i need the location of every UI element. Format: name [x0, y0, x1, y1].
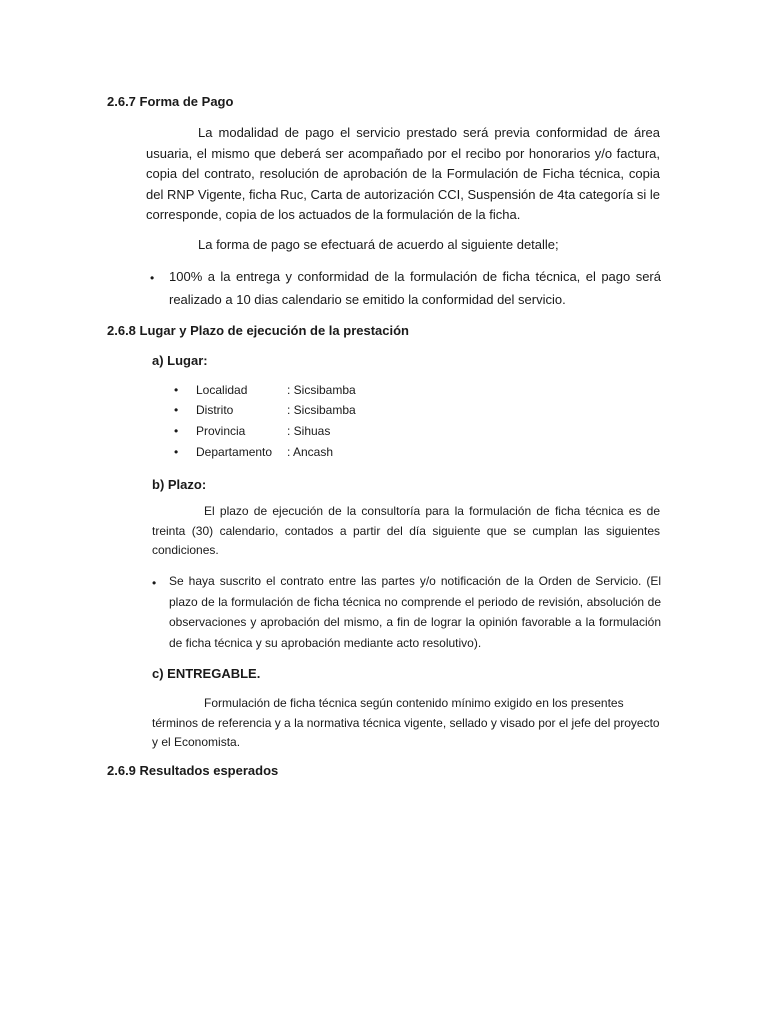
location-value-distrito: : Sicsibamba [287, 403, 356, 417]
bullet-contrato-suscrito: Se haya suscrito el contrato entre las partes y/o notificación de la Orden de Servicio. (El plazo de la formulación de ficha técnica no comprende el periodo de revisión, absolución de observaciones y aprobación del mismo, a fin de lograr la opinión favorable a la formulación de ficha técnica y su aprobación mediante acto resolutivo). [169, 574, 661, 650]
subheading-lugar: a) Lugar: [152, 353, 208, 368]
bullet-marker: • [150, 271, 155, 285]
location-label-distrito: Distrito [196, 403, 234, 417]
bullet-marker: • [174, 424, 179, 438]
location-label-provincia: Provincia [196, 424, 246, 438]
paragraph-plazo-ejecucion: El plazo de ejecución de la consultoría para la formulación de ficha técnica es de treinta (30) calendario, contados a partir del día siguiente que se cumplan las siguientes condiciones. [152, 504, 660, 557]
bullet-marker: • [152, 576, 157, 590]
paragraph-forma-pago-detalle: La forma de pago se efectuará de acuerdo al siguiente detalle; [198, 237, 559, 252]
paragraph-modalidad-pago: La modalidad de pago el servicio prestado será previa conformidad de área usuaria, el mismo que deberá ser acompañado por el recibo por honorarios y/o factura, copia del contrato, resolución de aprobación de la Formulación de Ficha técnica, copia del RNP Vigente, ficha Ruc, Carta de autorización CCI, Suspensión de 4ta categoría si le corresponde, copia de los actuados de la formulación de la ficha. [146, 125, 660, 222]
location-label-departamento: Departamento [196, 445, 273, 459]
subheading-entregable: c) ENTREGABLE. [152, 666, 261, 681]
location-value-departamento: : Ancash [287, 445, 334, 459]
paragraph-entregable: Formulación de ficha técnica según contenido mínimo exigido en los presentes términos de referencia y a la normativa técnica vigente, sellado y visado por el jefe del proyecto y el Economista. [152, 696, 660, 749]
bullet-marker: • [174, 445, 179, 459]
location-value-localidad: : Sicsibamba [287, 383, 356, 397]
bullet-marker: • [174, 403, 179, 417]
bullet-pago-100: 100% a la entrega y conformidad de la formulación de ficha técnica, el pago será realizado a 10 dias calendario se emitido la conformidad del servicio. [169, 269, 661, 307]
location-value-provincia: : Sihuas [287, 424, 331, 438]
location-label-localidad: Localidad [196, 383, 248, 397]
section-title-resultados-esperados: 2.6.9 Resultados esperados [107, 763, 279, 778]
section-title-lugar-plazo: 2.6.8 Lugar y Plazo de ejecución de la prestación [107, 323, 409, 338]
section-title-forma-de-pago: 2.6.7 Forma de Pago [107, 94, 234, 109]
bullet-marker: • [174, 383, 179, 397]
subheading-plazo: b) Plazo: [152, 477, 207, 492]
